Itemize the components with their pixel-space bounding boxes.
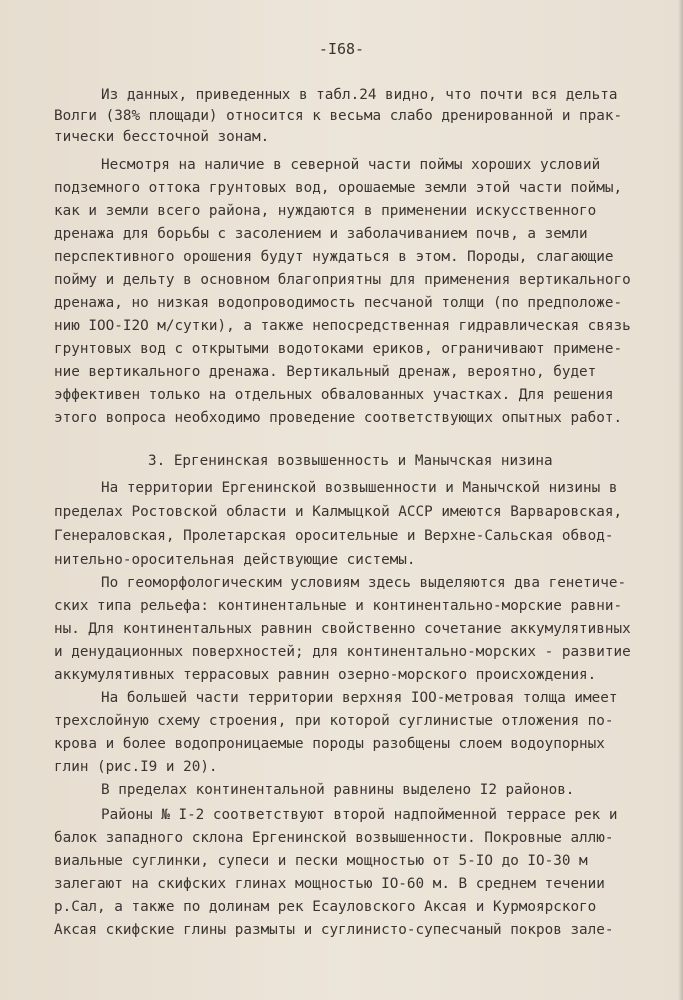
page-edge-shadow: [678, 0, 683, 1000]
text-line: аккумулятивных террасовых равнин озерно-морского происхождения.: [54, 667, 597, 683]
text-line: Районы № I-2 соответствуют второй надпойменной террасе рек и: [101, 807, 618, 823]
text-line: перспективного орошения будут нуждаться в этом. Породы, слагающие: [54, 249, 614, 265]
text-line: виальные суглинки, супеси и пески мощностью от 5-IO до IO-30 м: [54, 853, 588, 869]
text-line: грунтовых вод с открытыми водотоками ериков, ограничивают примене-: [54, 341, 623, 357]
text-line: Несмотря на наличие в северной части поймы хороших условий: [101, 157, 601, 173]
text-line: этого вопроса необходимо проведение соответствующих опытных работ.: [54, 410, 623, 426]
text-line: нительно-оросительная действующие системы.: [54, 552, 416, 568]
text-line: р.Сал, а также по долинам рек Есауловского Аксая и Курмоярского: [54, 899, 597, 915]
text-line: пределах Ростовской области и Калмыцкой АССР имеются Варваровская,: [54, 504, 623, 520]
text-line: залегают на скифских глинах мощностью IO-60 м. В среднем течении: [54, 876, 605, 892]
text-line: и денудационных поверхностей; для континентально-морских - развитие: [54, 644, 631, 660]
text-line: На большей части территории верхняя IOO-метровая толща имеет: [101, 690, 618, 706]
text-line: В пределах континентальной равнины выделено I2 районов.: [101, 782, 575, 798]
page-number: -I68-: [318, 40, 365, 58]
text-line: глин (рис.I9 и 20).: [54, 759, 218, 775]
text-line: крова и более водопроницаемые породы разобщены слоем водоупорных: [54, 736, 605, 752]
text-line: ние вертикального дренажа. Вертикальный дренаж, вероятно, будет: [54, 364, 597, 380]
text-line: Из данных, приведенных в табл.24 видно, что почти вся дельта: [101, 87, 618, 103]
text-line: Генераловская, Пролетарская оросительные и Верхне-Сальская обвод-: [54, 528, 614, 544]
text-line: дренажа, но низкая водопроводимость песчаной толщи (по предположе-: [54, 295, 623, 311]
text-line: По геоморфологическим условиям здесь выделяются два генетиче-: [101, 575, 627, 591]
text-line: трехслойную схему строения, при которой суглинистые отложения по-: [54, 713, 614, 729]
text-line: ских типа рельефа: континентальные и континентально-морские равни-: [54, 598, 623, 614]
section-heading: 3. Ергенинская возвышенность и Манычская низина: [148, 453, 553, 469]
text-line: как и земли всего района, нуждаются в применении искусственного: [54, 203, 597, 219]
text-line: эффективен только на отдельных обвалованных участках. Для решения: [54, 387, 614, 403]
text-line: тически бессточной зонам.: [54, 129, 270, 145]
text-line: На территории Ергенинской возвышенности и Манычской низины в: [101, 480, 618, 496]
text-line: балок западного склона Ергенинской возвышенности. Покровные аллю-: [54, 830, 614, 846]
text-line: нию IOO-I2O м/сутки), а также непосредственная гидравлическая связь: [54, 318, 631, 334]
text-line: дренажа для борьбы с засолением и заболачиванием почв, а земли: [54, 226, 588, 242]
text-line: пойму и дельту в основном благоприятны для применения вертикального: [54, 272, 631, 288]
text-line: подземного оттока грунтовых вод, орошаемые земли этой части поймы,: [54, 180, 623, 196]
text-line: Аксая скифские глины размыты и суглинисто-супесчаный покров зале-: [54, 922, 614, 938]
text-line: ны. Для континентальных равнин свойственно сочетание аккумулятивных: [54, 621, 631, 637]
text-line: Волги (38% площади) относится к весьма слабо дренированной и прак-: [54, 108, 623, 124]
